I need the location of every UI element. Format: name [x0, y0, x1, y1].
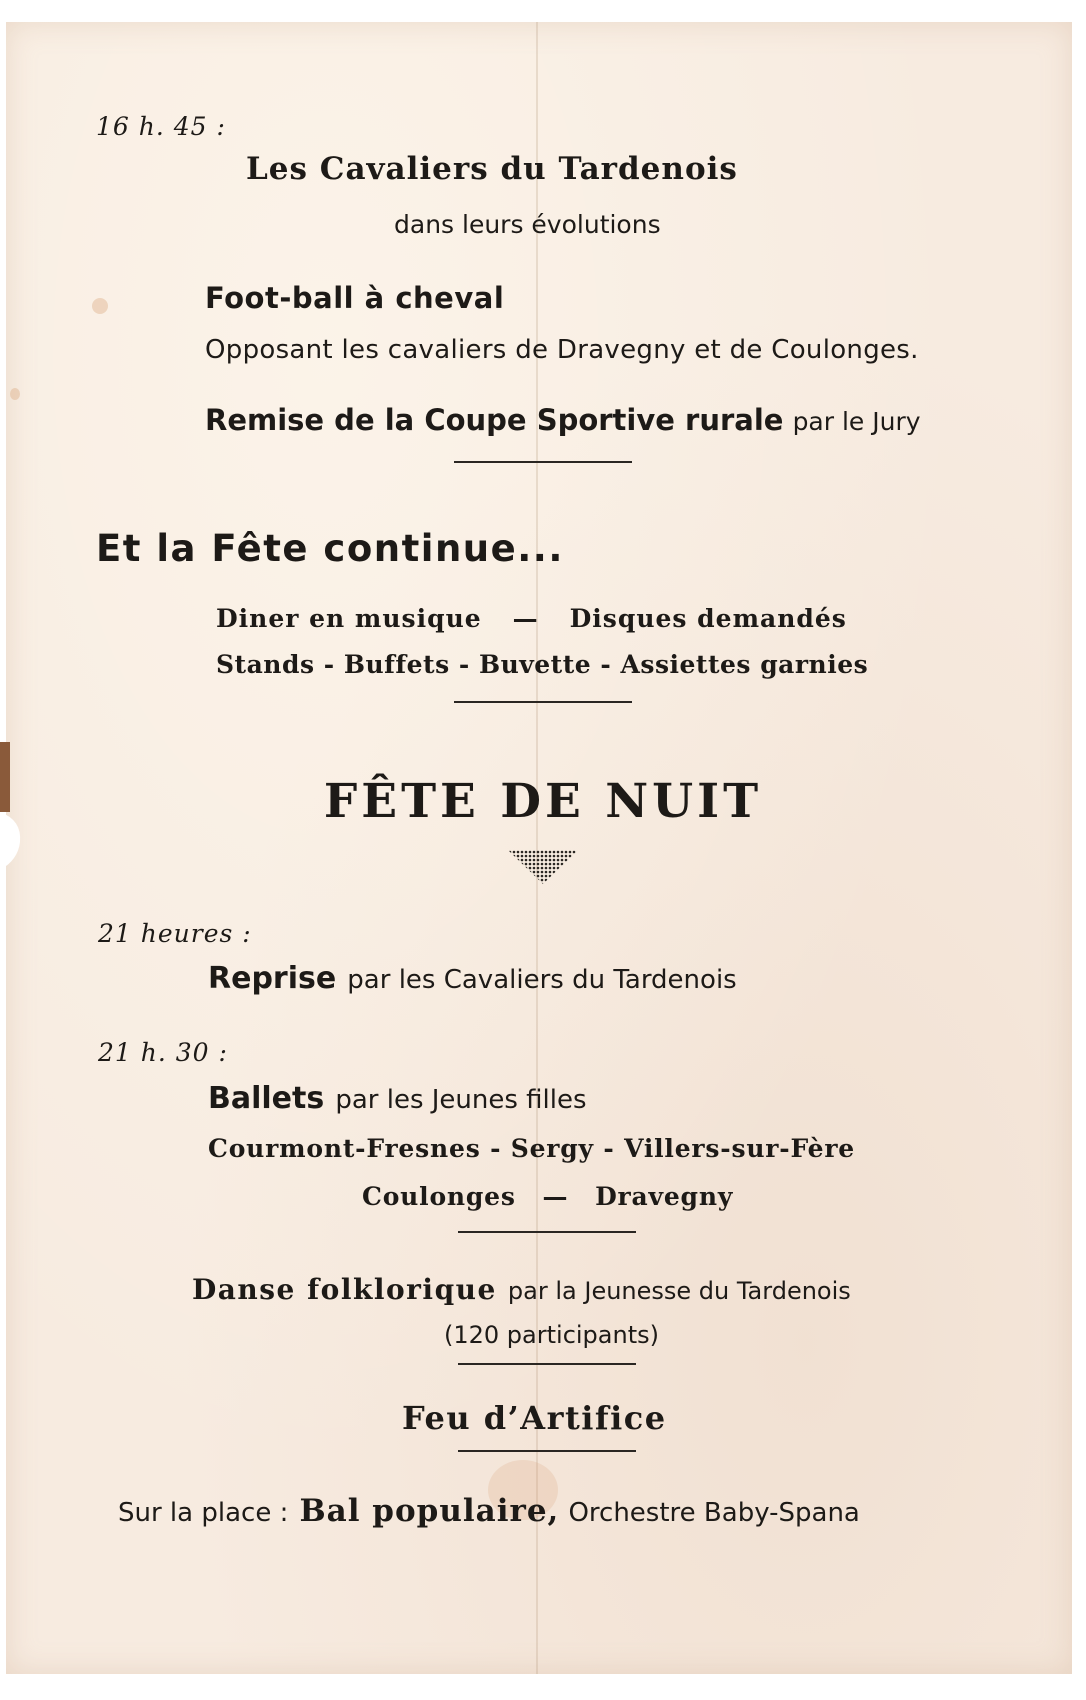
event-suffix: par la Jeunesse du Tardenois — [507, 1277, 851, 1305]
section-title: Et la Fête continue... — [96, 527, 564, 570]
event-title: Bal populaire, — [299, 1493, 560, 1529]
event-suffix: Orchestre Baby-Spana — [568, 1498, 860, 1528]
dash: — — [542, 1182, 569, 1211]
event-title: Foot-ball à cheval — [205, 281, 505, 315]
dash: — — [512, 604, 539, 633]
divider — [454, 701, 632, 703]
divider — [458, 1231, 636, 1233]
menu-line: Stands - Buffets - Buvette - Assiettes garnies — [216, 650, 869, 679]
triangle-ornament-icon — [508, 850, 578, 886]
event-suffix: par les Cavaliers du Tardenois — [347, 965, 737, 995]
event-suffix: par les Jeunes filles — [335, 1085, 587, 1115]
event-title: Feu d’Artifice — [402, 1399, 667, 1437]
village-list — [362, 1184, 733, 1209]
menu-item: Disques demandés — [569, 604, 847, 633]
menu-line — [216, 606, 847, 631]
event-description: Opposant les cavaliers de Dravegny et de Coulonges. — [205, 335, 919, 365]
event-suffix: par le Jury — [792, 407, 921, 436]
village: Dravegny — [595, 1182, 734, 1211]
event-title: Remise de la Coupe Sportive rurale — [205, 403, 784, 437]
paper-stain — [92, 298, 108, 314]
event-line — [208, 1081, 587, 1116]
event-prefix: Sur la place : — [118, 1498, 289, 1528]
event-line — [205, 403, 921, 437]
divider — [454, 461, 632, 463]
section-title: Les Cavaliers du Tardenois — [246, 151, 738, 187]
time-label: 16 h. 45 : — [96, 112, 226, 141]
event-line — [208, 961, 737, 996]
divider — [458, 1363, 636, 1365]
time-label: 21 heures : — [98, 919, 252, 948]
paper-stain — [10, 388, 20, 400]
event-title: Danse folklorique — [192, 1273, 497, 1306]
village-list: Courmont-Fresnes - Sergy - Villers-sur-Fère — [208, 1134, 856, 1163]
event-title: Reprise — [208, 961, 337, 996]
time-label: 21 h. 30 : — [98, 1038, 228, 1067]
section-title: FÊTE DE NUIT — [323, 774, 763, 829]
event-line — [192, 1273, 851, 1306]
event-title: Ballets — [208, 1081, 325, 1116]
village: Coulonges — [362, 1182, 516, 1211]
divider — [458, 1450, 636, 1452]
section-subtitle: dans leurs évolutions — [394, 210, 661, 239]
menu-item: Diner en musique — [216, 604, 482, 633]
participant-count: (120 participants) — [444, 1321, 659, 1349]
event-line — [118, 1493, 860, 1529]
